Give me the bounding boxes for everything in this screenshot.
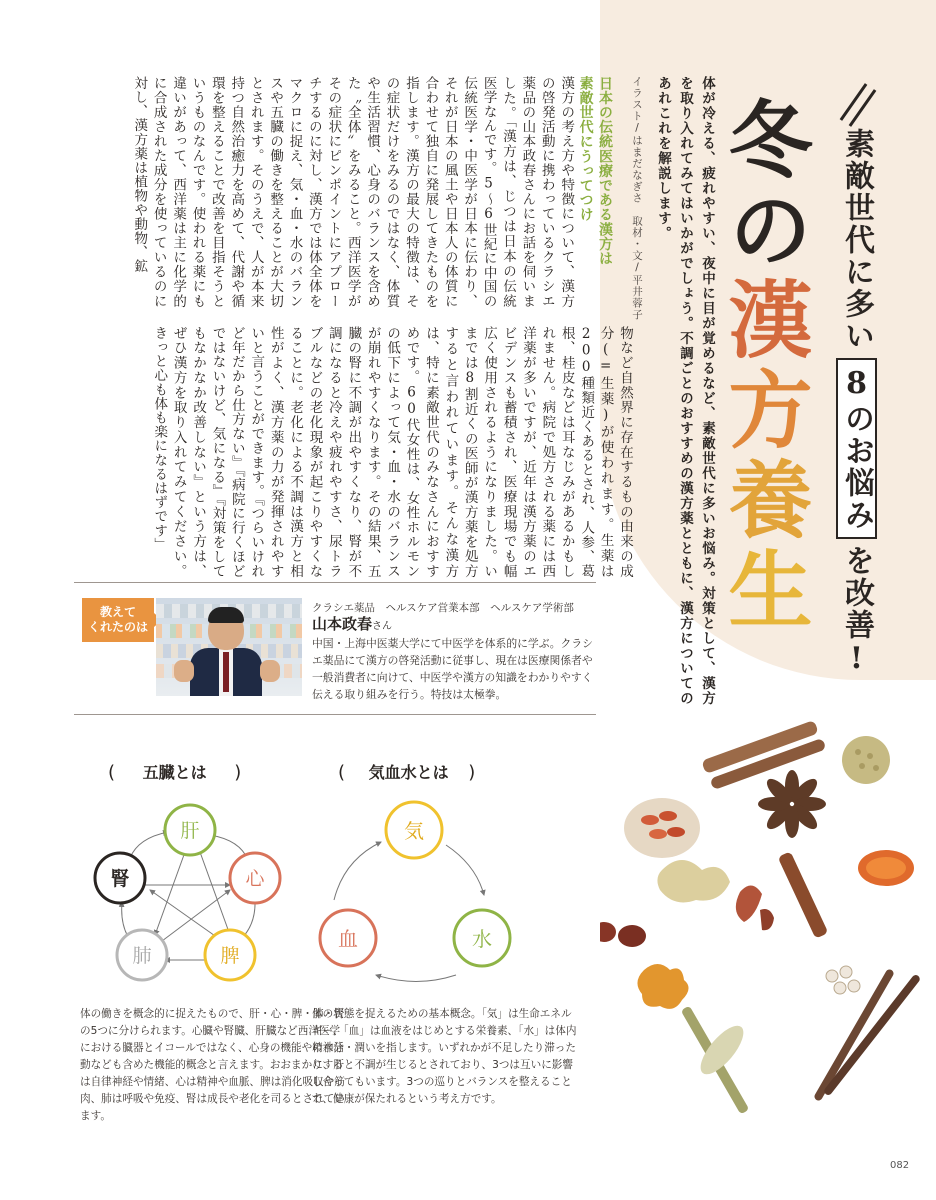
licorice-icon [813,968,921,1102]
title-char: 生 [715,546,814,636]
subtitle-box: 8のお悩み [836,358,877,539]
gozo-node-label: 肺 [132,945,152,967]
paren-open: ( [338,762,346,783]
paren-close: ) [234,762,242,783]
title-char: 養 [715,456,814,546]
seed-cluster-icon [842,736,890,784]
page-number: 082 [890,1160,910,1171]
teacher-tag [82,598,154,642]
peel-icon [637,964,688,1009]
ki-node [386,802,442,858]
body-upper [74,76,614,308]
star-anise-icon [758,770,826,838]
jujube-icon [600,922,646,947]
ketsu-node [320,910,376,966]
section-heading: 日本の伝統医療である漢方は [597,76,613,266]
kiketsusui-node-label: 血 [338,927,358,951]
title-char: 方 [715,366,814,456]
section-heading: 素敵世代にうってつけ [577,76,594,222]
kiketsusui-diagram [306,790,526,990]
gozo-node-liver [165,805,215,855]
cinnamon-icon [701,720,826,790]
paren-open: ( [108,762,116,783]
kiketsusui-caption: 体の状態を捉えるための基本概念。「気」は生命エネルギー、「血」は血液をはじめとする栄養素、「水」は体内の水分・潤いを指します。いずれかが不足したり滞ったりすると不調が生じるとされており、3つは互いに影響し合ってもいます。3つの巡りとバランスを整えることで、健康が保たれるという考え方です。 [312,1008,577,1105]
gozo-node-heart [230,853,280,903]
teacher-honorific: さん [372,621,393,632]
teacher-name-text: 山本政春 [312,615,373,633]
subtitle-pre: 素敵世代に多い [839,128,874,352]
body-lower: 物など自然界に存在するもの由来の成分(=生薬)が使われます。生薬は200種類近くあるとされ、人参、葛根、桂皮などは耳なじみがあるかもしれません。病院で処方される薬には西洋薬が多いですが、近年は漢方薬のエビデンスも蓄積され、医療現場でも幅広く使用されるようになりました。いまでは8割近くの医師が漢方薬を処方すると言われています。そんな漢方は、特に素敵世代のみなさんにおすすめです。60代女性は、女性ホルモンの低下によって気・血・水のバランスが崩れやすくなります。その結果、五臓の腎に不調が出やすくなり、腎が不調になると冷えや疲れやすさ、尿トラブルなどの老化現象が起こりやすくなることに。老化による不調は漢方と相性がよく、漢方薬の力が発揮されやすいと言うことができます。『つらいけれど年だから仕方ない』『病院に行くほどではないけど、気になる』『対策をしてもなかなか改善しない』という方は、ぜひ漢方を取り入れてみてください。きっと心も体も楽になるはずです」 [151,326,633,578]
saffron-icon [858,850,914,886]
body-text-upper: 漢方の考え方や特徴について、漢方の啓発活動に携わっているクラシエ薬品の山本政春さんにお話を伺いました。「漢方は、じつは日本の伝統医学なんです。5〜6世紀に中国の伝統医学・中医学が日本に伝わり、それが日本の風土や日本人の体質に合わせて独自に発展してきたものを指します。漢方の最大の特徴は、その症状だけをみるのではなく、体質や生活習慣、心身のバランスを含めた〝全体〟をみること。西洋医学がその症状にピンポイントにアプローチするのに対し、漢方では体全体をマクロに捉え、気・血・水のバランスや五臓の働きを整えることが大切とされます。そのうえで、人が本来持つ自然治癒力を高めて、代謝や循環を整えることで改善を目指そうというものなんです。使われる薬にも違いがあって、西洋薬は主に化学的に合成された成分を使っているのに対し、漢方薬は植物や動物、鉱 [131,76,575,308]
kiketsusui-node-label: 気 [404,819,424,843]
gozo-node-kidney [95,853,145,903]
kiketsusui-heading [338,760,508,783]
teacher-name [312,613,392,634]
page-title [715,96,814,636]
gozo-caption: 体の働きを概念的に捉えたもので、肝・心・脾・肺・腎の5つに分けられます。心臓や腎臓、肝臓など西洋医学における臓器とイコールではなく、心身の機能や精神活動なども含めた機能的概念と言えます。おおまかに、肝は自律神経や情緒、心は精神や血脈、脾は消化吸収や筋肉、肺は呼吸や免疫、腎は成長や老化を司るとされています。 [80,1008,345,1122]
kiketsusui-node-label: 水 [472,927,492,951]
teacher-org: クラシエ薬品 ヘルスケア営業本部 ヘルスケア学術部 [312,602,574,614]
herb-illustration [600,700,936,1160]
sui-node [454,910,510,966]
divider [74,714,596,715]
teacher-tag-line: 教えて [99,605,136,619]
teacher-photo [156,598,302,696]
gozo-node-label: 心 [245,868,265,890]
teacher-tag-line: くれたのは [87,620,148,634]
beads-icon [826,966,860,994]
root-icon [736,851,829,938]
title-char: 漢 [715,276,814,366]
gozo-heading-text: 五臓とは [142,763,207,782]
title-char: の [715,186,814,276]
gozo-node-lung [117,930,167,980]
gozo-node-label: 脾 [220,945,240,967]
divider [74,582,596,583]
subtitle [836,128,877,678]
credit: イラスト/はまだなぎさ 取材・文/平井蓉子 [631,76,643,321]
gozo-heading [108,760,268,783]
paren-close: ) [468,762,476,783]
title-char: 冬 [715,96,814,186]
ginger-icon [657,860,730,902]
gozo-node-label: 肝 [180,820,200,842]
teacher-desc: 中国・上海中医薬大学にて中医学を体系的に学ぶ。クラシエ薬品にて漢方の啓発活動に従事し、現在は医療関係者や一般消費者に向けて、中医学や漢方の知識をわかりやすく伝える取り組みを行う。特技は太極拳。 [312,637,593,701]
gozo-node-spleen [205,930,255,980]
gozo-diagram [80,790,300,990]
subtitle-post: を改善! [839,545,874,678]
stem-icon [681,1006,751,1115]
goji-icon [624,798,700,858]
gozo-node-label: 腎 [110,868,130,890]
kiketsusui-heading-text: 気血水とは [368,763,449,782]
lead-text: 体が冷える、疲れやすい、夜中に目が覚めるなど、素敵世代に多いお悩み。対策として、漢方を取り入れてみてはいかがでしょう。不調ごとのおすすめの漢方薬とともに、漢方についてのあれこれを解説します。 [655,76,715,706]
